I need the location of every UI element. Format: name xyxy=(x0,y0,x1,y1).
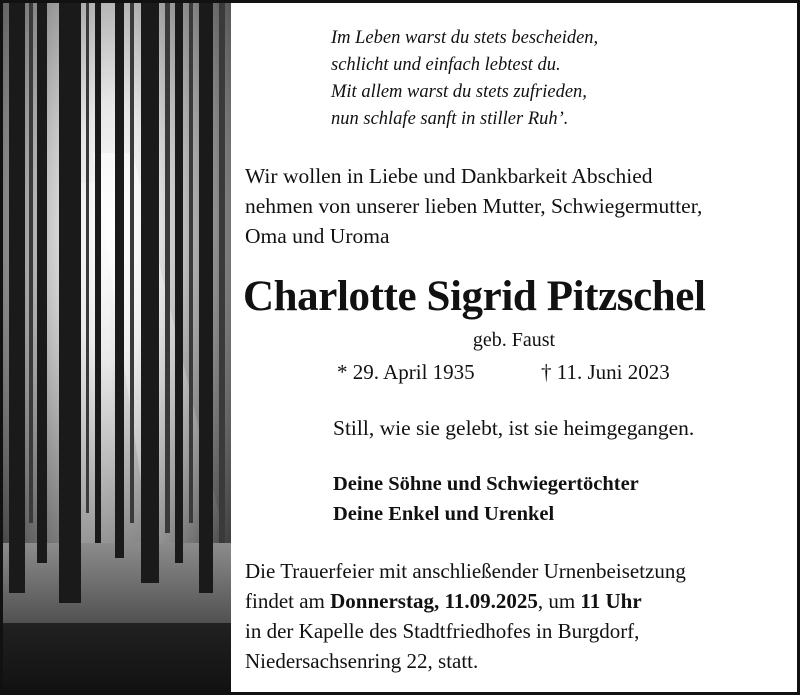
poem-line: Mit allem warst du stets zufrieden, xyxy=(331,82,587,102)
mourners xyxy=(333,469,639,529)
funeral-service-info xyxy=(245,556,686,676)
forest-photo xyxy=(3,3,231,692)
forest-sunbeams-icon xyxy=(3,3,231,692)
poem-line: Im Leben warst du stets bescheiden, xyxy=(331,28,599,48)
service-line xyxy=(245,586,686,616)
intro-text xyxy=(245,161,702,251)
poem-line: nun schlafe sanft in stiller Ruh’. xyxy=(331,109,569,129)
notice-text xyxy=(231,3,797,692)
intro-line: Oma und Uroma xyxy=(245,224,390,248)
poem-line: schlicht und einfach lebtest du. xyxy=(331,55,561,75)
maiden-name: geb. Faust xyxy=(472,329,556,351)
service-line: in der Kapelle des Stadtfriedhofes in Burgdorf, xyxy=(245,619,640,643)
mourners-line: Deine Söhne und Schwiegertöchter xyxy=(333,473,639,495)
service-line: Die Trauerfeier mit anschließender Urnenbeisetzung xyxy=(245,559,686,583)
deceased-name: Charlotte Sigrid Pitzschel xyxy=(243,273,706,320)
birth-date: * 29. April 1935 xyxy=(337,360,475,384)
mourners-line: Deine Enkel und Urenkel xyxy=(333,503,555,525)
intro-line: Wir wollen in Liebe und Dankbarkeit Abschied xyxy=(245,164,653,188)
service-text: , um xyxy=(537,589,581,613)
intro-line: nehmen von unserer lieben Mutter, Schwiegermutter, xyxy=(245,194,703,218)
poem xyxy=(331,25,598,133)
death-date: † 11. Juni 2023 xyxy=(541,360,670,384)
service-day: Donnerstag, 11.09.2025 xyxy=(330,589,538,613)
service-text: findet am xyxy=(245,589,331,613)
service-time: 11 Uhr xyxy=(580,589,642,613)
memorial-quote: Still, wie sie gelebt, ist sie heimgegangen. xyxy=(333,416,695,440)
service-line: Niedersachsenring 22, statt. xyxy=(245,649,479,673)
